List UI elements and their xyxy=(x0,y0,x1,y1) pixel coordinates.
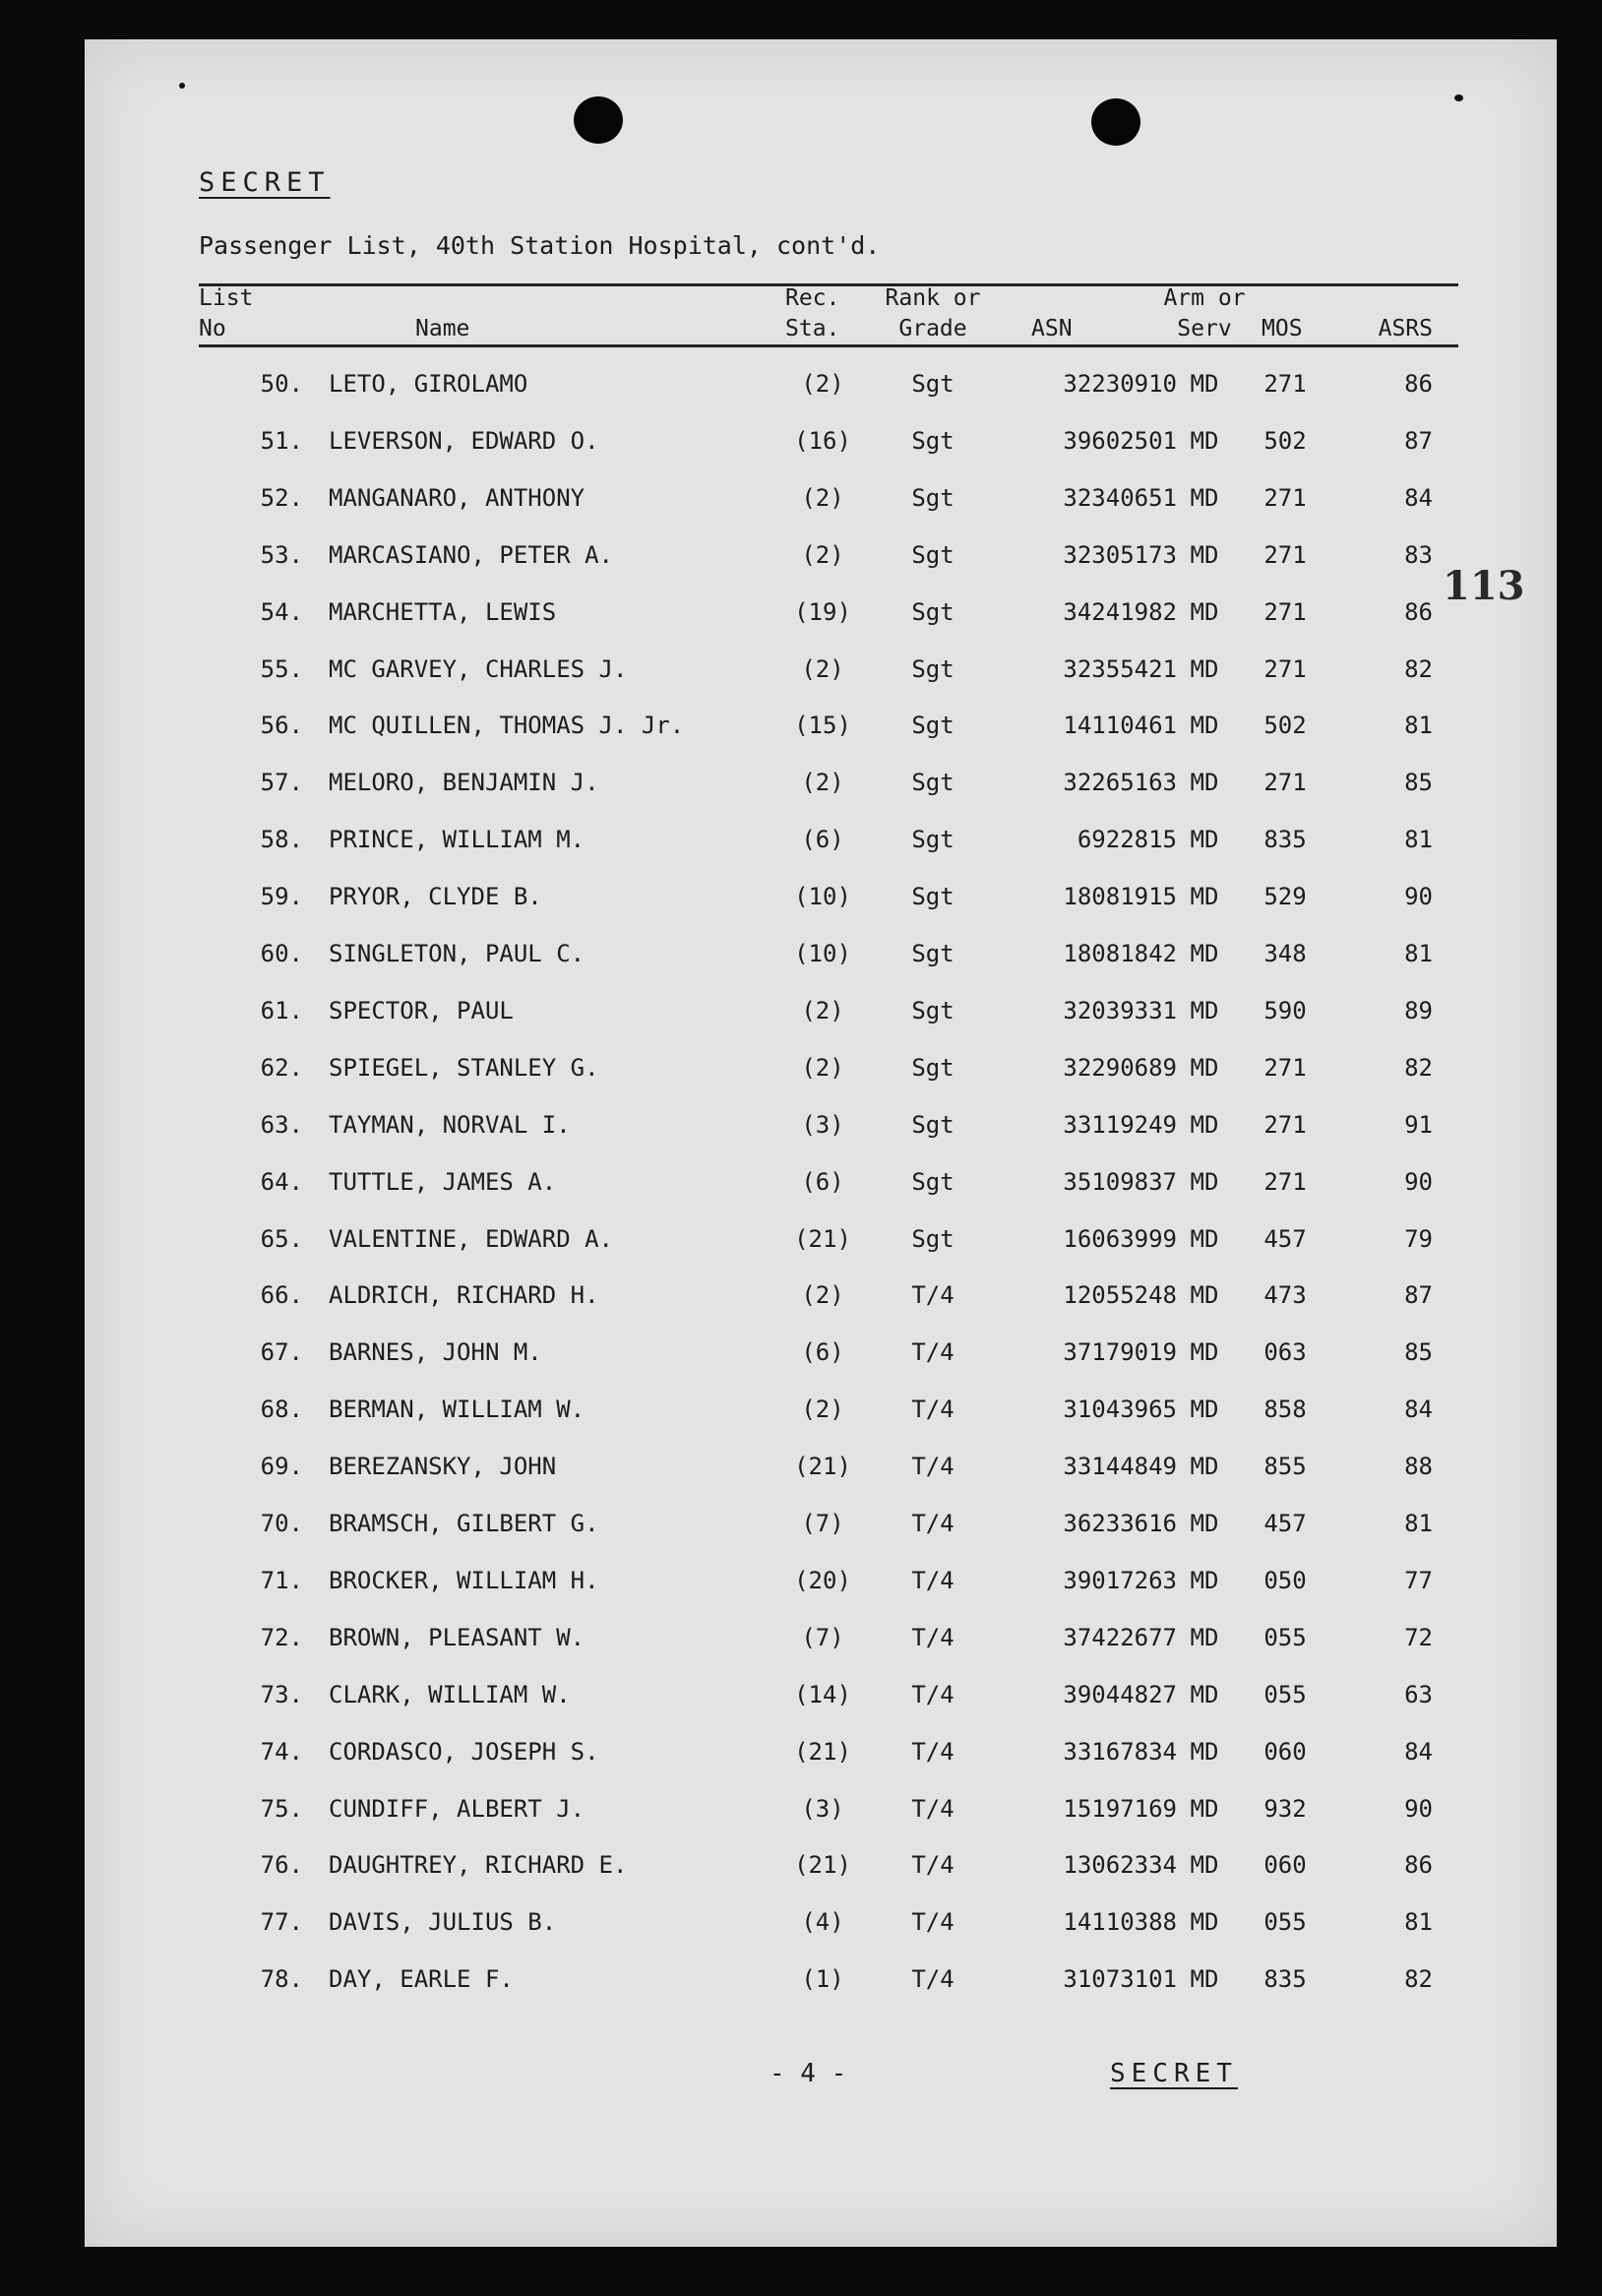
cell-asrs: 81 xyxy=(1404,826,1433,854)
cell-asrs: 84 xyxy=(1404,1396,1433,1424)
cell-name: MARCASIANO, PETER A. xyxy=(329,540,613,569)
cell-asrs: 85 xyxy=(1404,1338,1433,1367)
cell-mos: 271 xyxy=(1263,370,1307,398)
cell-rec-sta: (7) xyxy=(801,1623,844,1651)
cell-asrs: 83 xyxy=(1404,540,1433,569)
cell-arm: MD xyxy=(1190,712,1219,740)
cell-asn: 37179019 xyxy=(1063,1338,1177,1367)
cell-arm: MD xyxy=(1190,1453,1219,1481)
cell-list-no: 50. xyxy=(260,370,303,398)
cell-arm: MD xyxy=(1190,1737,1219,1766)
cell-list-no: 62. xyxy=(260,1053,303,1082)
cell-arm: MD xyxy=(1190,540,1219,569)
cell-list-no: 52. xyxy=(260,483,303,512)
cell-arm: MD xyxy=(1190,426,1219,455)
cell-mos: 055 xyxy=(1263,1908,1307,1937)
cell-mos: 055 xyxy=(1263,1680,1307,1708)
cell-asn: 14110388 xyxy=(1063,1908,1177,1937)
cell-name: LETO, GIROLAMO xyxy=(329,370,528,398)
cell-list-no: 54. xyxy=(260,597,303,626)
cell-rank: T/4 xyxy=(911,1453,955,1481)
cell-rec-sta: (19) xyxy=(794,597,851,626)
cell-arm: MD xyxy=(1190,1566,1219,1594)
cell-name: BROWN, PLEASANT W. xyxy=(329,1623,585,1651)
header-classification: SECRET xyxy=(199,167,331,198)
cell-rec-sta: (21) xyxy=(794,1851,851,1880)
cell-rec-sta: (2) xyxy=(801,1281,844,1310)
cell-list-no: 60. xyxy=(260,940,303,967)
cell-list-no: 74. xyxy=(260,1737,303,1766)
cell-rec-sta: (6) xyxy=(801,1338,844,1367)
cell-list-no: 53. xyxy=(260,540,303,569)
cell-mos: 457 xyxy=(1263,1224,1307,1253)
cell-rec-sta: (21) xyxy=(794,1453,851,1481)
punch-hole-right xyxy=(1091,98,1140,146)
cell-name: ALDRICH, RICHARD H. xyxy=(329,1281,599,1310)
cell-name: SPIEGEL, STANLEY G. xyxy=(329,1053,599,1082)
cell-arm: MD xyxy=(1190,483,1219,512)
cell-asrs: 72 xyxy=(1404,1623,1433,1651)
cell-mos: 835 xyxy=(1263,826,1307,854)
cell-rec-sta: (2) xyxy=(801,483,844,512)
cell-rec-sta: (15) xyxy=(794,712,851,740)
page-stamp-number: 113 xyxy=(1443,563,1525,609)
document-subtitle: Passenger List, 40th Station Hospital, cont'd. xyxy=(199,231,881,260)
cell-arm: MD xyxy=(1190,1110,1219,1139)
cell-asn: 32230910 xyxy=(1063,370,1177,398)
cell-rank: T/4 xyxy=(911,1338,955,1367)
cell-asrs: 85 xyxy=(1404,769,1433,797)
cell-asn: 14110461 xyxy=(1063,712,1177,740)
cell-asn: 16063999 xyxy=(1063,1224,1177,1253)
cell-list-no: 65. xyxy=(260,1224,303,1253)
cell-mos: 835 xyxy=(1263,1965,1307,1994)
cell-rec-sta: (2) xyxy=(801,540,844,569)
speck xyxy=(179,83,185,89)
cell-rank: Sgt xyxy=(911,540,955,569)
cell-rank: Sgt xyxy=(911,769,955,797)
col-header-list-no: List No xyxy=(199,285,254,341)
cell-arm: MD xyxy=(1190,883,1219,911)
cell-rank: Sgt xyxy=(911,996,955,1024)
cell-mos: 050 xyxy=(1263,1566,1307,1594)
cell-asn: 18081842 xyxy=(1063,940,1177,967)
cell-mos: 271 xyxy=(1263,483,1307,512)
cell-asn: 33119249 xyxy=(1063,1110,1177,1139)
cell-list-no: 68. xyxy=(260,1396,303,1424)
cell-asn: 32340651 xyxy=(1063,483,1177,512)
cell-arm: MD xyxy=(1190,940,1219,967)
cell-arm: MD xyxy=(1190,1851,1219,1880)
cell-name: BERMAN, WILLIAM W. xyxy=(329,1396,585,1424)
cell-asn: 33144849 xyxy=(1063,1453,1177,1481)
cell-rec-sta: (4) xyxy=(801,1908,844,1937)
cell-mos: 271 xyxy=(1263,597,1307,626)
cell-mos: 457 xyxy=(1263,1510,1307,1537)
cell-name: CUNDIFF, ALBERT J. xyxy=(329,1794,585,1823)
cell-asrs: 87 xyxy=(1404,1281,1433,1310)
cell-arm: MD xyxy=(1190,370,1219,398)
cell-rank: Sgt xyxy=(911,826,955,854)
cell-rank: T/4 xyxy=(911,1965,955,1994)
cell-asrs: 81 xyxy=(1404,940,1433,967)
cell-rec-sta: (2) xyxy=(801,769,844,797)
cell-list-no: 67. xyxy=(260,1338,303,1367)
cell-mos: 063 xyxy=(1263,1338,1307,1367)
cell-list-no: 70. xyxy=(260,1510,303,1537)
cell-asrs: 84 xyxy=(1404,483,1433,512)
cell-name: MARCHETTA, LEWIS xyxy=(329,597,557,626)
col-header-asn: ASN xyxy=(1031,316,1073,341)
cell-arm: MD xyxy=(1190,1338,1219,1367)
cell-asrs: 90 xyxy=(1404,883,1433,911)
cell-rec-sta: (21) xyxy=(794,1737,851,1766)
cell-mos: 271 xyxy=(1263,1053,1307,1082)
cell-list-no: 75. xyxy=(260,1794,303,1823)
cell-list-no: 56. xyxy=(260,712,303,740)
cell-asn: 32290689 xyxy=(1063,1053,1177,1082)
cell-name: TAYMAN, NORVAL I. xyxy=(329,1110,571,1139)
cell-asrs: 63 xyxy=(1404,1680,1433,1708)
cell-arm: MD xyxy=(1190,654,1219,683)
cell-name: TUTTLE, JAMES A. xyxy=(329,1167,557,1196)
cell-mos: 855 xyxy=(1263,1453,1307,1481)
cell-rank: Sgt xyxy=(911,1110,955,1139)
cell-rank: T/4 xyxy=(911,1794,955,1823)
cell-name: BRAMSCH, GILBERT G. xyxy=(329,1510,599,1537)
cell-arm: MD xyxy=(1190,597,1219,626)
cell-asn: 12055248 xyxy=(1063,1281,1177,1310)
cell-name: DAUGHTREY, RICHARD E. xyxy=(329,1851,628,1880)
cell-list-no: 66. xyxy=(260,1281,303,1310)
cell-rank: Sgt xyxy=(911,1224,955,1253)
cell-name: MC GARVEY, CHARLES J. xyxy=(329,654,628,683)
cell-asrs: 82 xyxy=(1404,1965,1433,1994)
cell-rank: T/4 xyxy=(911,1680,955,1708)
cell-rec-sta: (10) xyxy=(794,883,851,911)
cell-mos: 060 xyxy=(1263,1851,1307,1880)
cell-arm: MD xyxy=(1190,1794,1219,1823)
cell-rec-sta: (14) xyxy=(794,1680,851,1708)
cell-rec-sta: (2) xyxy=(801,654,844,683)
cell-asn: 15197169 xyxy=(1063,1794,1177,1823)
cell-arm: MD xyxy=(1190,1167,1219,1196)
cell-mos: 858 xyxy=(1263,1396,1307,1424)
cell-asrs: 87 xyxy=(1404,426,1433,455)
cell-asrs: 84 xyxy=(1404,1737,1433,1766)
cell-asrs: 79 xyxy=(1404,1224,1433,1253)
cell-arm: MD xyxy=(1190,1224,1219,1253)
cell-list-no: 78. xyxy=(260,1965,303,1994)
cell-asn: 35109837 xyxy=(1063,1167,1177,1196)
cell-rec-sta: (3) xyxy=(801,1794,844,1823)
cell-rec-sta: (7) xyxy=(801,1510,844,1537)
cell-rec-sta: (2) xyxy=(801,996,844,1024)
cell-list-no: 61. xyxy=(260,996,303,1024)
cell-rec-sta: (1) xyxy=(801,1965,844,1994)
cell-asrs: 86 xyxy=(1404,370,1433,398)
cell-name: CLARK, WILLIAM W. xyxy=(329,1680,571,1708)
cell-name: BARNES, JOHN M. xyxy=(329,1338,542,1367)
cell-asrs: 89 xyxy=(1404,996,1433,1024)
cell-asn: 18081915 xyxy=(1063,883,1177,911)
col-header-asrs: ASRS xyxy=(1378,316,1433,341)
footer-classification: SECRET xyxy=(1110,2059,1238,2088)
cell-rank: Sgt xyxy=(911,883,955,911)
cell-rec-sta: (21) xyxy=(794,1224,851,1253)
cell-list-no: 71. xyxy=(260,1566,303,1594)
cell-asrs: 90 xyxy=(1404,1794,1433,1823)
cell-rank: T/4 xyxy=(911,1623,955,1651)
cell-asn: 34241982 xyxy=(1063,597,1177,626)
cell-arm: MD xyxy=(1190,1965,1219,1994)
cell-mos: 473 xyxy=(1263,1281,1307,1310)
cell-rank: Sgt xyxy=(911,1053,955,1082)
cell-rank: T/4 xyxy=(911,1851,955,1880)
cell-asn: 39044827 xyxy=(1063,1680,1177,1708)
cell-rec-sta: (6) xyxy=(801,1167,844,1196)
cell-asn: 39017263 xyxy=(1063,1566,1177,1594)
col-header-rank: Rank or Grade xyxy=(885,285,981,341)
cell-rec-sta: (2) xyxy=(801,1396,844,1424)
cell-mos: 271 xyxy=(1263,1110,1307,1139)
cell-asrs: 86 xyxy=(1404,1851,1433,1880)
cell-asn: 6922815 xyxy=(1077,826,1177,854)
document-page xyxy=(85,39,1557,2247)
cell-rec-sta: (6) xyxy=(801,826,844,854)
cell-rank: T/4 xyxy=(911,1281,955,1310)
cell-rec-sta: (2) xyxy=(801,1053,844,1082)
cell-mos: 271 xyxy=(1263,654,1307,683)
cell-asrs: 86 xyxy=(1404,597,1433,626)
cell-rank: T/4 xyxy=(911,1737,955,1766)
speck xyxy=(1454,94,1463,101)
cell-asrs: 81 xyxy=(1404,1510,1433,1537)
cell-name: MANGANARO, ANTHONY xyxy=(329,483,585,512)
cell-asrs: 81 xyxy=(1404,1908,1433,1937)
cell-asn: 31043965 xyxy=(1063,1396,1177,1424)
cell-rank: T/4 xyxy=(911,1510,955,1537)
cell-asrs: 82 xyxy=(1404,1053,1433,1082)
cell-asrs: 82 xyxy=(1404,654,1433,683)
cell-list-no: 55. xyxy=(260,654,303,683)
cell-rec-sta: (3) xyxy=(801,1110,844,1139)
cell-name: CORDASCO, JOSEPH S. xyxy=(329,1737,599,1766)
cell-list-no: 72. xyxy=(260,1623,303,1651)
cell-name: BEREZANSKY, JOHN xyxy=(329,1453,557,1481)
cell-asrs: 81 xyxy=(1404,712,1433,740)
cell-mos: 060 xyxy=(1263,1737,1307,1766)
cell-asrs: 91 xyxy=(1404,1110,1433,1139)
cell-mos: 271 xyxy=(1263,1167,1307,1196)
cell-rank: Sgt xyxy=(911,1167,955,1196)
cell-rank: Sgt xyxy=(911,426,955,455)
cell-name: MC QUILLEN, THOMAS J. Jr. xyxy=(329,712,685,740)
cell-asrs: 90 xyxy=(1404,1167,1433,1196)
cell-mos: 271 xyxy=(1263,540,1307,569)
cell-mos: 055 xyxy=(1263,1623,1307,1651)
cell-rank: T/4 xyxy=(911,1566,955,1594)
cell-list-no: 58. xyxy=(260,826,303,854)
cell-list-no: 59. xyxy=(260,883,303,911)
cell-name: LEVERSON, EDWARD O. xyxy=(329,426,599,455)
cell-mos: 502 xyxy=(1263,426,1307,455)
cell-asn: 33167834 xyxy=(1063,1737,1177,1766)
cell-list-no: 77. xyxy=(260,1908,303,1937)
cell-list-no: 51. xyxy=(260,426,303,455)
cell-rec-sta: (2) xyxy=(801,370,844,398)
cell-list-no: 64. xyxy=(260,1167,303,1196)
col-header-name: Name xyxy=(415,316,470,341)
cell-arm: MD xyxy=(1190,826,1219,854)
cell-asn: 39602501 xyxy=(1063,426,1177,455)
col-header-arm: Arm or Serv xyxy=(1163,285,1246,341)
cell-arm: MD xyxy=(1190,1908,1219,1937)
cell-arm: MD xyxy=(1190,1396,1219,1424)
col-header-mos: MOS xyxy=(1262,316,1303,341)
cell-rank: Sgt xyxy=(911,597,955,626)
cell-name: SPECTOR, PAUL xyxy=(329,996,514,1024)
cell-rank: Sgt xyxy=(911,370,955,398)
cell-rec-sta: (20) xyxy=(794,1566,851,1594)
cell-name: MELORO, BENJAMIN J. xyxy=(329,769,599,797)
cell-asn: 31073101 xyxy=(1063,1965,1177,1994)
cell-mos: 932 xyxy=(1263,1794,1307,1823)
page-number: - 4 - xyxy=(770,2059,847,2088)
cell-name: SINGLETON, PAUL C. xyxy=(329,940,585,967)
cell-asn: 13062334 xyxy=(1063,1851,1177,1880)
col-header-rec-sta: Rec. Sta. xyxy=(785,285,840,341)
cell-mos: 348 xyxy=(1263,940,1307,967)
cell-arm: MD xyxy=(1190,1680,1219,1708)
cell-list-no: 73. xyxy=(260,1680,303,1708)
cell-mos: 590 xyxy=(1263,996,1307,1024)
cell-rank: T/4 xyxy=(911,1908,955,1937)
cell-mos: 529 xyxy=(1263,883,1307,911)
table-rule-bottom xyxy=(199,344,1458,347)
cell-list-no: 63. xyxy=(260,1110,303,1139)
cell-asrs: 77 xyxy=(1404,1566,1433,1594)
cell-asn: 36233616 xyxy=(1063,1510,1177,1537)
cell-asrs: 88 xyxy=(1404,1453,1433,1481)
cell-asn: 32355421 xyxy=(1063,654,1177,683)
cell-rec-sta: (10) xyxy=(794,940,851,967)
cell-name: PRYOR, CLYDE B. xyxy=(329,883,542,911)
cell-name: BROCKER, WILLIAM H. xyxy=(329,1566,599,1594)
cell-asn: 37422677 xyxy=(1063,1623,1177,1651)
cell-arm: MD xyxy=(1190,1281,1219,1310)
cell-name: DAY, EARLE F. xyxy=(329,1965,514,1994)
cell-mos: 271 xyxy=(1263,769,1307,797)
cell-asn: 32039331 xyxy=(1063,996,1177,1024)
cell-name: DAVIS, JULIUS B. xyxy=(329,1908,557,1937)
cell-rank: Sgt xyxy=(911,940,955,967)
cell-arm: MD xyxy=(1190,1053,1219,1082)
cell-mos: 502 xyxy=(1263,712,1307,740)
cell-rank: Sgt xyxy=(911,654,955,683)
cell-arm: MD xyxy=(1190,1623,1219,1651)
cell-rank: Sgt xyxy=(911,483,955,512)
cell-asn: 32305173 xyxy=(1063,540,1177,569)
cell-rank: Sgt xyxy=(911,712,955,740)
cell-name: VALENTINE, EDWARD A. xyxy=(329,1224,613,1253)
cell-arm: MD xyxy=(1190,1510,1219,1537)
cell-asn: 32265163 xyxy=(1063,769,1177,797)
cell-list-no: 57. xyxy=(260,769,303,797)
cell-name: PRINCE, WILLIAM M. xyxy=(329,826,585,854)
punch-hole-left xyxy=(574,96,623,144)
cell-list-no: 69. xyxy=(260,1453,303,1481)
cell-arm: MD xyxy=(1190,996,1219,1024)
cell-arm: MD xyxy=(1190,769,1219,797)
cell-list-no: 76. xyxy=(260,1851,303,1880)
cell-rec-sta: (16) xyxy=(794,426,851,455)
cell-rank: T/4 xyxy=(911,1396,955,1424)
